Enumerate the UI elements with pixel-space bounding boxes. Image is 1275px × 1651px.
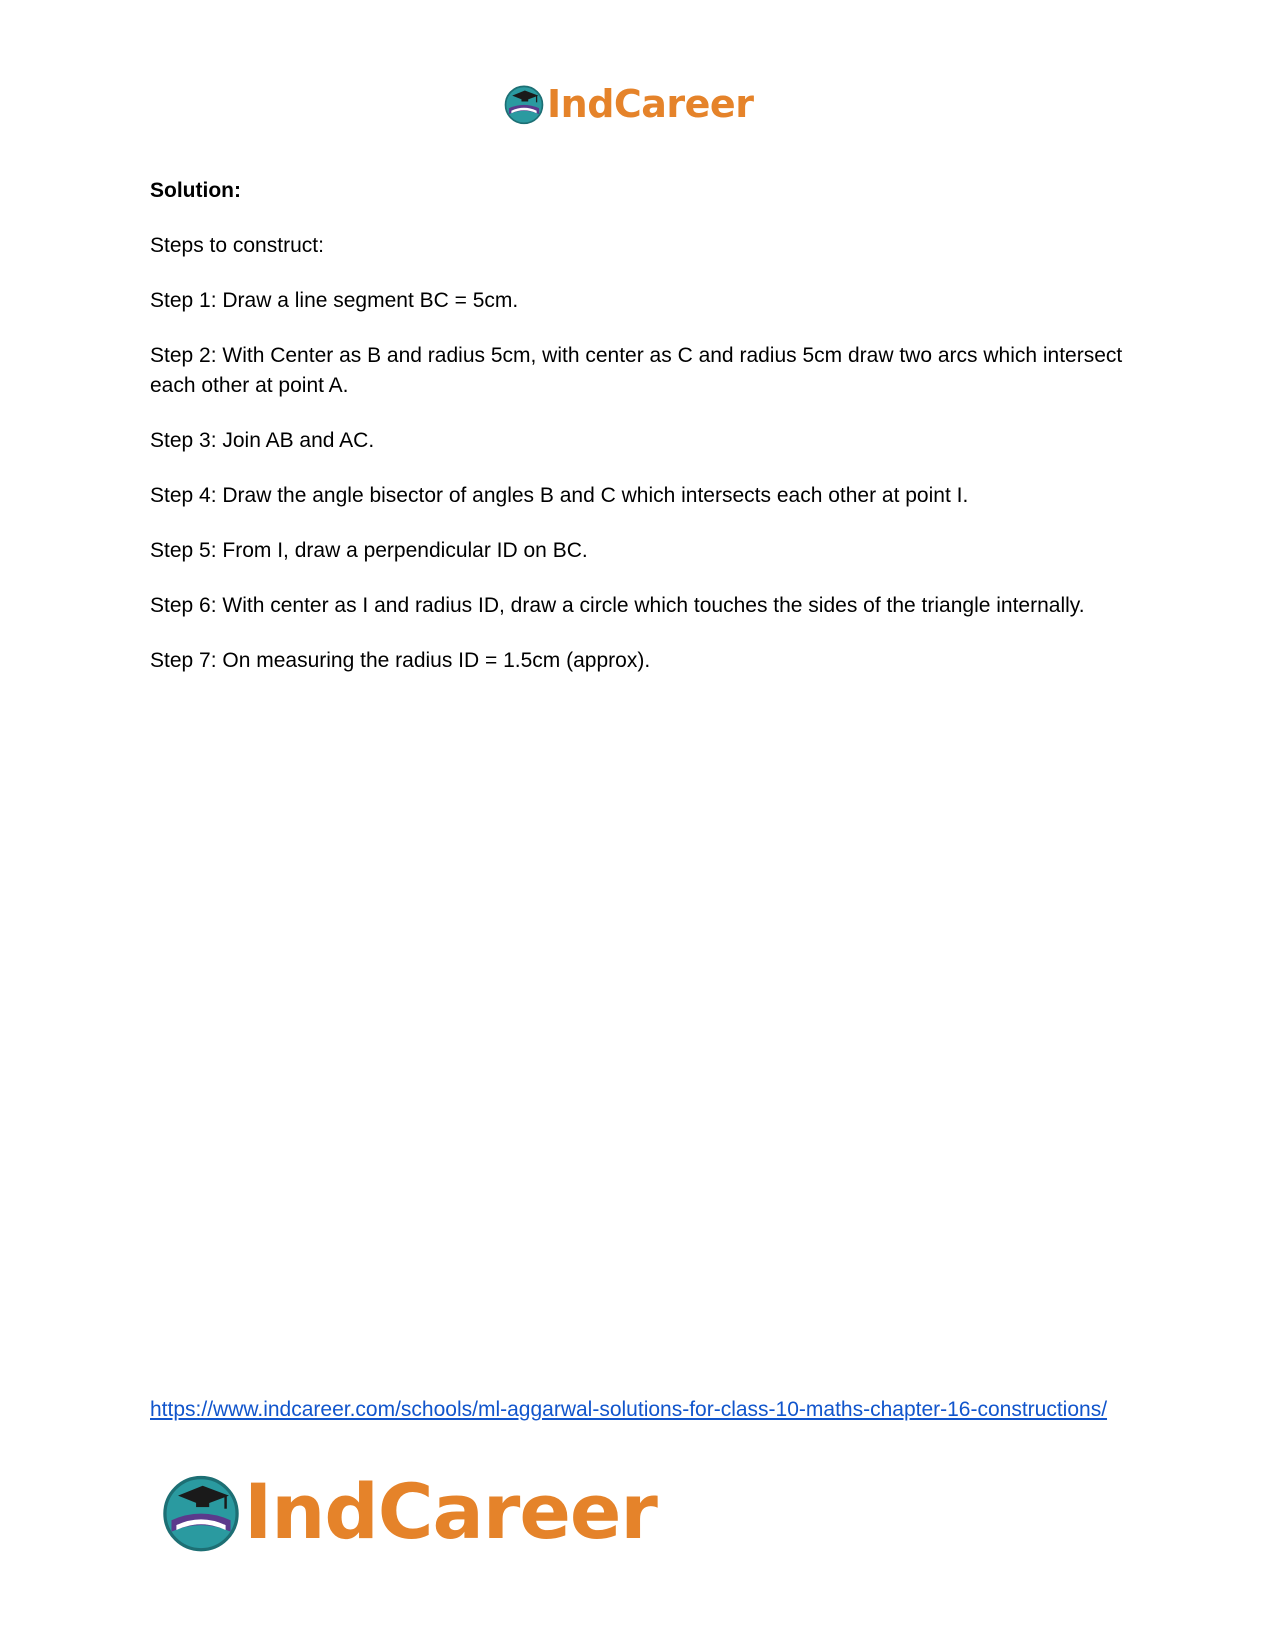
steps-intro: Steps to construct: [150,234,324,257]
graduation-globe-icon [160,1471,242,1553]
step-item: Step 3: Join AB and AC. [150,429,375,452]
graduation-globe-icon [503,83,545,125]
solution-heading: Solution: [150,179,241,202]
header-logo-text: IndCareer [547,82,754,126]
step-item: Step 1: Draw a line segment BC = 5cm. [150,289,519,312]
step-item: Step 2: With Center as B and radius 5cm, with center as C and radius 5cm draw two arcs which intersect each other at point A. [150,344,1123,397]
solution-content [150,176,1130,701]
step-item: Step 4: Draw the angle bisector of angles B and C which intersects each other at point I. [150,484,969,507]
step-item: Step 6: With center as I and radius ID, draw a circle which touches the sides of the triangle internally. [150,594,1085,617]
step-item: Step 7: On measuring the radius ID = 1.5cm (approx). [150,649,651,672]
header-logo [503,78,753,130]
source-link[interactable]: https://www.indcareer.com/schools/ml-aggarwal-solutions-for-class-10-maths-chapter-16-constructions/ [150,1398,1108,1421]
footer-logo-text: IndCareer [244,1467,657,1556]
footer-logo [160,1468,657,1556]
step-item: Step 5: From I, draw a perpendicular ID on BC. [150,539,588,562]
